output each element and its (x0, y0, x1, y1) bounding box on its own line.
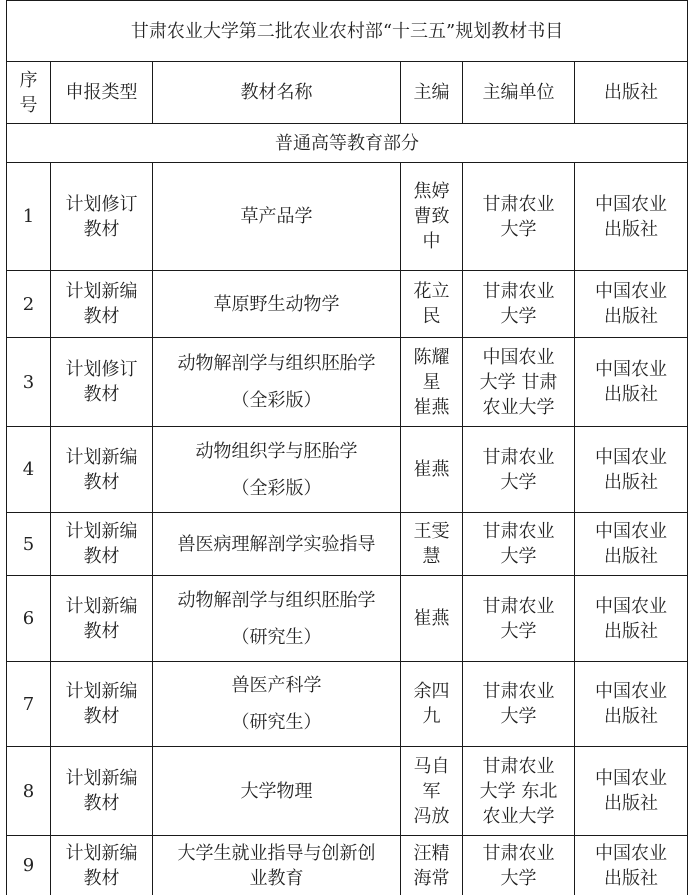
editor-unit-line: 大学 东北 (479, 780, 558, 802)
chief-editor-line: 九 (422, 706, 441, 727)
row-number: 3 (7, 338, 51, 427)
row-number: 8 (7, 747, 51, 836)
application-type-line: 计划修订 (65, 193, 138, 215)
application-type-line: 计划新编 (65, 446, 138, 468)
textbook-name-line: （全彩版） (231, 390, 322, 411)
editor-unit (463, 513, 575, 576)
publisher-line: 中国农业 (595, 281, 668, 302)
chief-editor (401, 271, 463, 338)
publisher-line: 出版社 (604, 793, 659, 814)
header-no-line-2: 号 (19, 94, 38, 116)
editor-unit (463, 662, 575, 747)
chief-editor-line: 焦婷 (413, 181, 450, 202)
textbook-name-line: 业教育 (249, 867, 304, 889)
publisher-line: 出版社 (604, 218, 659, 240)
editor-unit-line: 大学 (500, 620, 537, 642)
textbook-name (153, 662, 401, 747)
publisher-line: 中国农业 (595, 768, 668, 789)
textbook-name (153, 513, 401, 576)
editor-unit (463, 163, 575, 271)
editor-unit-line: 甘肃农业 (482, 842, 555, 864)
publisher-line: 中国农业 (595, 359, 668, 380)
row-number: 4 (7, 427, 51, 513)
chief-editor-line: 崔燕 (413, 459, 450, 480)
publisher (575, 163, 688, 271)
table-row (7, 513, 688, 576)
textbook-name-line: （研究生） (231, 712, 322, 733)
row-number: 5 (7, 513, 51, 576)
textbook-name-line: 动物解剖学与组织胚胎学 (177, 589, 376, 611)
line-gap (158, 376, 395, 388)
chief-editor-line: 崔燕 (413, 396, 450, 418)
publisher-line: 出版社 (604, 546, 659, 567)
application-type-line: 教材 (83, 384, 120, 405)
editor-unit-line: 大学 (500, 218, 537, 240)
textbook-name (153, 271, 401, 338)
chief-editor-line: 军 (422, 780, 441, 802)
chief-editor-line: 马自 (413, 755, 450, 777)
publisher-line: 出版社 (604, 384, 659, 405)
chief-editor (401, 163, 463, 271)
chief-editor (401, 513, 463, 576)
application-type-line: 教材 (83, 546, 120, 567)
application-type (51, 163, 153, 271)
title-row (7, 1, 688, 62)
editor-unit (463, 427, 575, 513)
editor-unit-line: 甘肃农业 (482, 755, 555, 777)
application-type (51, 338, 153, 427)
publisher-line: 出版社 (604, 706, 659, 727)
table-title: 甘肃农业大学第二批农业农村部“十三五”规划教材书目 (7, 1, 688, 62)
publisher (575, 271, 688, 338)
header-publisher: 出版社 (575, 62, 688, 124)
editor-unit-line: 农业大学 (482, 396, 555, 418)
textbook-table (6, 0, 688, 895)
publisher-line: 中国农业 (595, 681, 668, 702)
application-type-line: 教材 (83, 471, 120, 493)
application-type-line: 教材 (83, 306, 120, 327)
chief-editor (401, 836, 463, 895)
row-number: 7 (7, 662, 51, 747)
editor-unit-line: 甘肃农业 (482, 446, 555, 468)
application-type-line: 计划新编 (65, 521, 138, 542)
application-type-line: 计划新编 (65, 595, 138, 617)
textbook-name (153, 576, 401, 662)
publisher (575, 836, 688, 895)
publisher (575, 513, 688, 576)
application-type-line: 计划新编 (65, 681, 138, 702)
header-name: 教材名称 (153, 62, 401, 124)
editor-unit-line: 甘肃农业 (482, 193, 555, 215)
editor-unit (463, 338, 575, 427)
textbook-name-line: 草原野生动物学 (213, 293, 340, 315)
editor-unit-line: 大学 (500, 471, 537, 493)
publisher-line: 出版社 (604, 867, 659, 889)
application-type-line: 计划修订 (65, 359, 138, 380)
editor-unit (463, 747, 575, 836)
line-gap (158, 613, 395, 625)
editor-unit-line: 农业大学 (482, 805, 555, 827)
header-unit: 主编单位 (463, 62, 575, 124)
chief-editor (401, 662, 463, 747)
publisher (575, 576, 688, 662)
application-type-line: 教材 (83, 218, 120, 240)
editor-unit-line: 甘肃农业 (482, 521, 555, 542)
editor-unit-line: 大学 (500, 867, 537, 889)
application-type (51, 747, 153, 836)
application-type-line: 教材 (83, 867, 120, 889)
application-type (51, 576, 153, 662)
row-number: 2 (7, 271, 51, 338)
textbook-name-line: 兽医产科学 (231, 675, 322, 696)
textbook-name-line: （研究生） (231, 626, 322, 648)
publisher (575, 427, 688, 513)
table-row (7, 836, 688, 895)
header-type: 申报类型 (51, 62, 153, 124)
application-type-line: 教材 (83, 793, 120, 814)
application-type-line: 计划新编 (65, 281, 138, 302)
chief-editor-line: 陈耀 (413, 346, 450, 368)
application-type-line: 计划新编 (65, 842, 138, 864)
textbook-name-line: 动物解剖学与组织胚胎学 (177, 353, 376, 374)
line-gap (158, 698, 395, 710)
section-row (7, 124, 688, 163)
publisher-line: 中国农业 (595, 595, 668, 617)
editor-unit-line: 甘肃农业 (482, 281, 555, 302)
chief-editor-line: 冯放 (413, 805, 450, 827)
chief-editor-line: 海常 (413, 867, 450, 889)
chief-editor (401, 747, 463, 836)
chief-editor-line: 余四 (413, 681, 450, 702)
publisher-line: 出版社 (604, 471, 659, 493)
chief-editor (401, 427, 463, 513)
row-number: 6 (7, 576, 51, 662)
textbook-name (153, 836, 401, 895)
textbook-name (153, 338, 401, 427)
application-type (51, 662, 153, 747)
textbook-name (153, 747, 401, 836)
textbook-name-line: （全彩版） (231, 477, 322, 499)
textbook-name-line: 大学生就业指导与创新创 (177, 842, 376, 864)
application-type-line: 教材 (83, 620, 120, 642)
section-title: 普通高等教育部分 (7, 124, 688, 163)
publisher (575, 338, 688, 427)
editor-unit-line: 大学 甘肃 (479, 371, 558, 393)
publisher (575, 747, 688, 836)
application-type-line: 教材 (83, 706, 120, 727)
editor-unit-line: 甘肃农业 (482, 595, 555, 617)
textbook-name (153, 163, 401, 271)
textbook-name (153, 427, 401, 513)
application-type (51, 513, 153, 576)
header-no (7, 62, 51, 124)
header-no-line-1: 序 (19, 69, 38, 91)
publisher-line: 中国农业 (595, 446, 668, 468)
table-row (7, 338, 688, 427)
publisher-line: 出版社 (604, 306, 659, 327)
application-type (51, 427, 153, 513)
table-row (7, 427, 688, 513)
publisher-line: 出版社 (604, 620, 659, 642)
chief-editor-line: 星 (422, 371, 441, 393)
chief-editor (401, 338, 463, 427)
table-row (7, 271, 688, 338)
row-number: 1 (7, 163, 51, 271)
editor-unit-line: 大学 (500, 706, 537, 727)
table-row (7, 163, 688, 271)
chief-editor-line: 汪精 (413, 842, 450, 864)
table-row (7, 576, 688, 662)
editor-unit-line: 大学 (500, 306, 537, 327)
application-type (51, 271, 153, 338)
header-row (7, 62, 688, 124)
textbook-name-line: 草产品学 (240, 206, 313, 227)
chief-editor (401, 576, 463, 662)
textbook-name-line: 动物组织学与胚胎学 (195, 440, 358, 462)
chief-editor-line: 王雯 (413, 521, 450, 542)
chief-editor-line: 民 (422, 306, 441, 327)
publisher-line: 中国农业 (595, 521, 668, 542)
publisher-line: 中国农业 (595, 842, 668, 864)
editor-unit (463, 836, 575, 895)
editor-unit-line: 中国农业 (482, 346, 555, 368)
textbook-name-line: 兽医病理解剖学实验指导 (177, 533, 376, 555)
chief-editor-line: 慧 (422, 546, 441, 567)
row-number: 9 (7, 836, 51, 895)
chief-editor-line: 曹致 (413, 206, 450, 227)
line-gap (158, 464, 395, 476)
table-row (7, 662, 688, 747)
application-type (51, 836, 153, 895)
editor-unit (463, 576, 575, 662)
publisher-line: 中国农业 (595, 193, 668, 215)
publisher (575, 662, 688, 747)
chief-editor-line: 花立 (413, 281, 450, 302)
editor-unit-line: 甘肃农业 (482, 681, 555, 702)
chief-editor-line: 中 (422, 231, 441, 252)
chief-editor-line: 崔燕 (413, 608, 450, 629)
editor-unit-line: 大学 (500, 546, 537, 567)
textbook-name-line: 大学物理 (240, 780, 313, 802)
application-type-line: 计划新编 (65, 768, 138, 789)
table-row (7, 747, 688, 836)
editor-unit (463, 271, 575, 338)
header-editor: 主编 (401, 62, 463, 124)
